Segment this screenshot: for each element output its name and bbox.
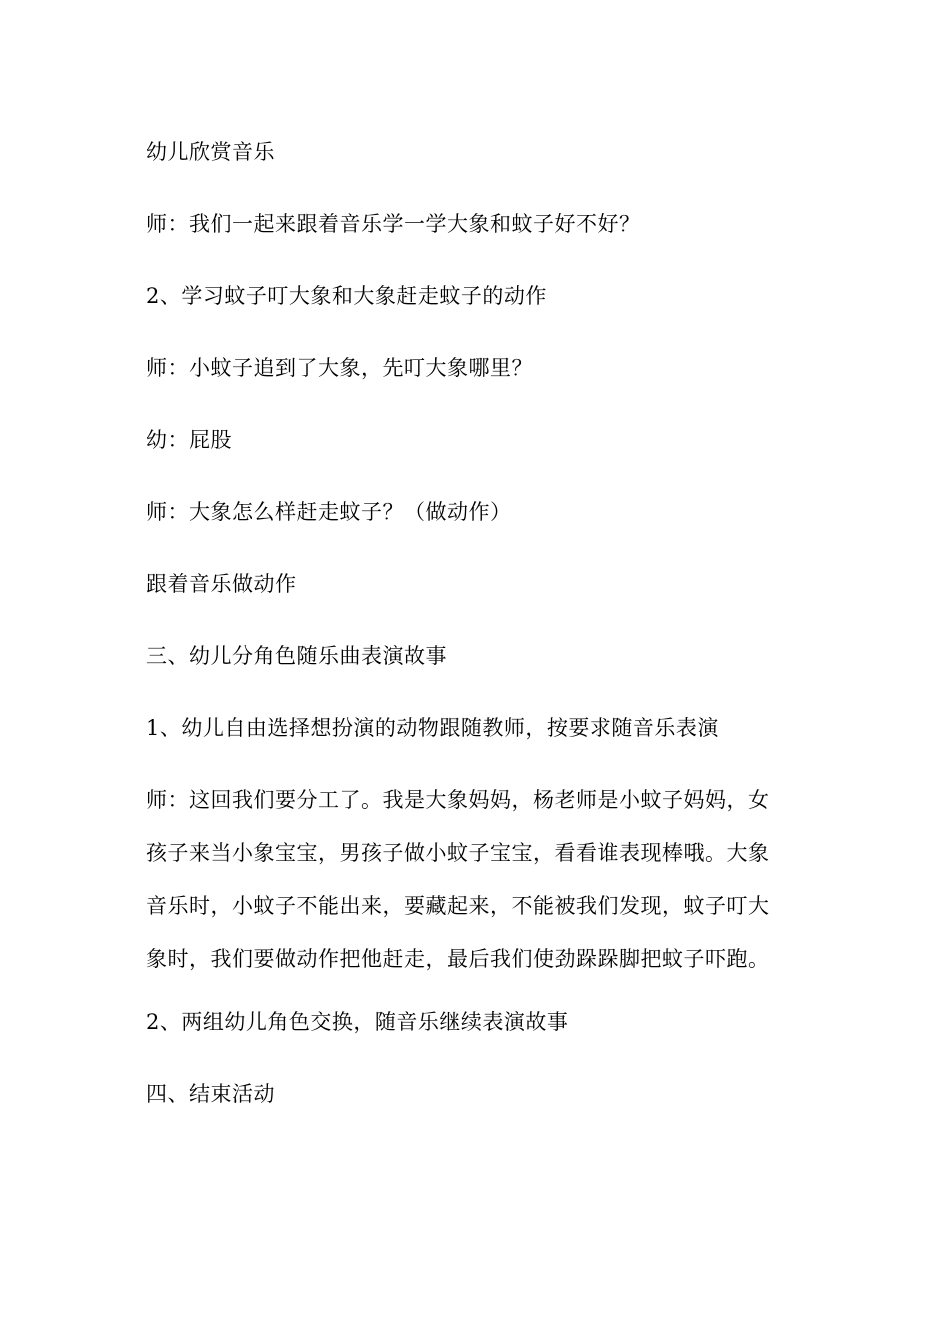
text-line-step-2-swap: 2、两组幼儿角色交换，随音乐继续表演故事 (146, 1010, 569, 1034)
text-line-music-appreciation: 幼儿欣赏音乐 (146, 140, 275, 164)
text-line-follow-music: 跟着音乐做动作 (146, 572, 297, 596)
text-line-teacher-question-3: 师：大象怎么样赶走蚊子？（做动作） (146, 500, 512, 524)
text-line-teacher-question-1: 师：我们一起来跟着音乐学一学大象和蚊子好不好？ (146, 212, 641, 236)
paragraph-line-1: 师：这回我们要分工了。我是大象妈妈，杨老师是小蚊子妈妈，女 (146, 788, 770, 812)
text-line-step-2-heading: 2、学习蚊子叮大象和大象赶走蚊子的动作 (146, 284, 547, 308)
text-line-child-answer: 幼：屁股 (146, 428, 232, 452)
section-heading-4: 四、结束活动 (146, 1082, 275, 1106)
text-line-teacher-question-2: 师：小蚊子追到了大象，先叮大象哪里？ (146, 356, 533, 380)
paragraph-line-4: 象时，我们要做动作把他赶走，最后我们使劲跺跺脚把蚊子吓跑。 (146, 947, 770, 971)
paragraph-line-3: 音乐时，小蚊子不能出来，要藏起来，不能被我们发现，蚊子叮大 (146, 894, 770, 918)
paragraph-line-2: 孩子来当小象宝宝，男孩子做小蚊子宝宝，看看谁表现棒哦。大象 (146, 841, 770, 865)
section-heading-3: 三、幼儿分角色随乐曲表演故事 (146, 644, 447, 668)
text-line-step-1: 1、幼儿自由选择想扮演的动物跟随教师，按要求随音乐表演 (146, 716, 719, 740)
